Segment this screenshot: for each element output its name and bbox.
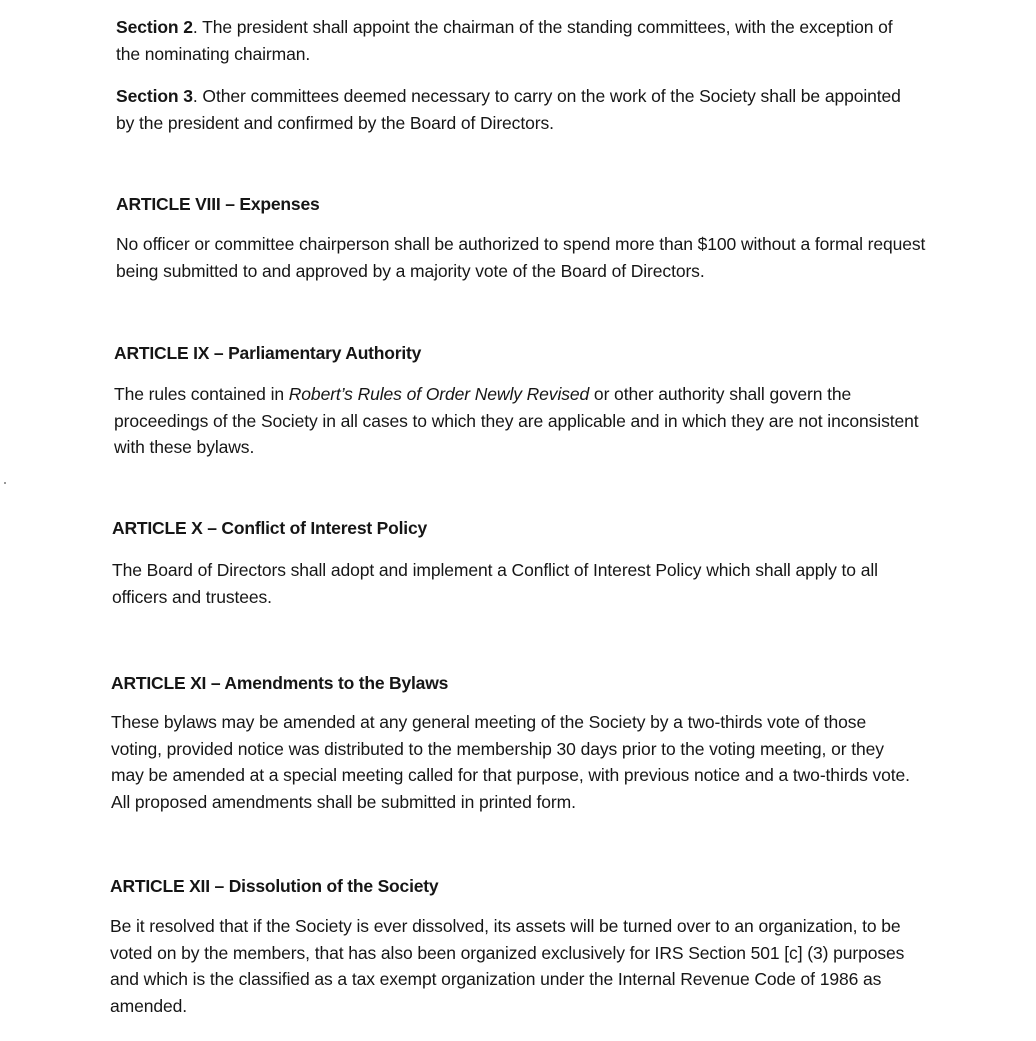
section-3-paragraph — [116, 83, 916, 136]
article-9-text-end: or other authority shall govern the proceedings of the Society in all cases to which they are applicable and in which they are not inconsistent with these bylaws. — [114, 384, 919, 457]
article-10-body: The Board of Directors shall adopt and implement a Conflict of Interest Policy which shall apply to all officers and trustees. — [112, 560, 878, 607]
article-11-body: These bylaws may be amended at any general meeting of the Society by a two-thirds vote of those voting, provided notice was distributed to the membership 30 days prior to the voting meeting, or they may be amended at a special meeting called for that purpose, with previous notice and a two-thirds vote. All proposed amendments shall be submitted in printed form. — [111, 712, 910, 812]
article-10-heading: ARTICLE X – Conflict of Interest Policy — [112, 518, 428, 538]
article-8-heading: ARTICLE VIII – Expenses — [116, 194, 320, 214]
article-9-body — [114, 381, 939, 461]
scan-speck — [4, 482, 6, 484]
article-12-body: Be it resolved that if the Society is ever dissolved, its assets will be turned over to an organization, to be voted on by the members, that has also been organized exclusively for IRS Section 501 [c] (3) purposes and which is the classified as a tax exempt organization under the Internal Revenue Code of 1986 as amended. — [110, 916, 905, 1016]
article-8-body: No officer or committee chairperson shall be authorized to spend more than $100 without a formal request being submitted to and approved by a majority vote of the Board of Directors. — [116, 234, 926, 281]
section-3-label: Section 3 — [116, 86, 193, 106]
section-2-text: . The president shall appoint the chairman of the standing committees, with the exception of the nominating chairman. — [116, 17, 893, 64]
section-3-text: . Other committees deemed necessary to carry on the work of the Society shall be appointed by the president and confirmed by the Board of Directors. — [116, 86, 901, 133]
roberts-rules-title: Robert’s Rules of Order Newly Revised — [288, 384, 590, 404]
section-2-paragraph — [116, 14, 916, 67]
article-9-text-start: The rules contained in — [114, 384, 289, 404]
article-12-heading: ARTICLE XII – Dissolution of the Society — [110, 876, 439, 896]
article-11-heading: ARTICLE XI – Amendments to the Bylaws — [111, 673, 449, 693]
section-2-label: Section 2 — [116, 17, 193, 37]
article-9-heading: ARTICLE IX – Parliamentary Authority — [114, 343, 422, 363]
